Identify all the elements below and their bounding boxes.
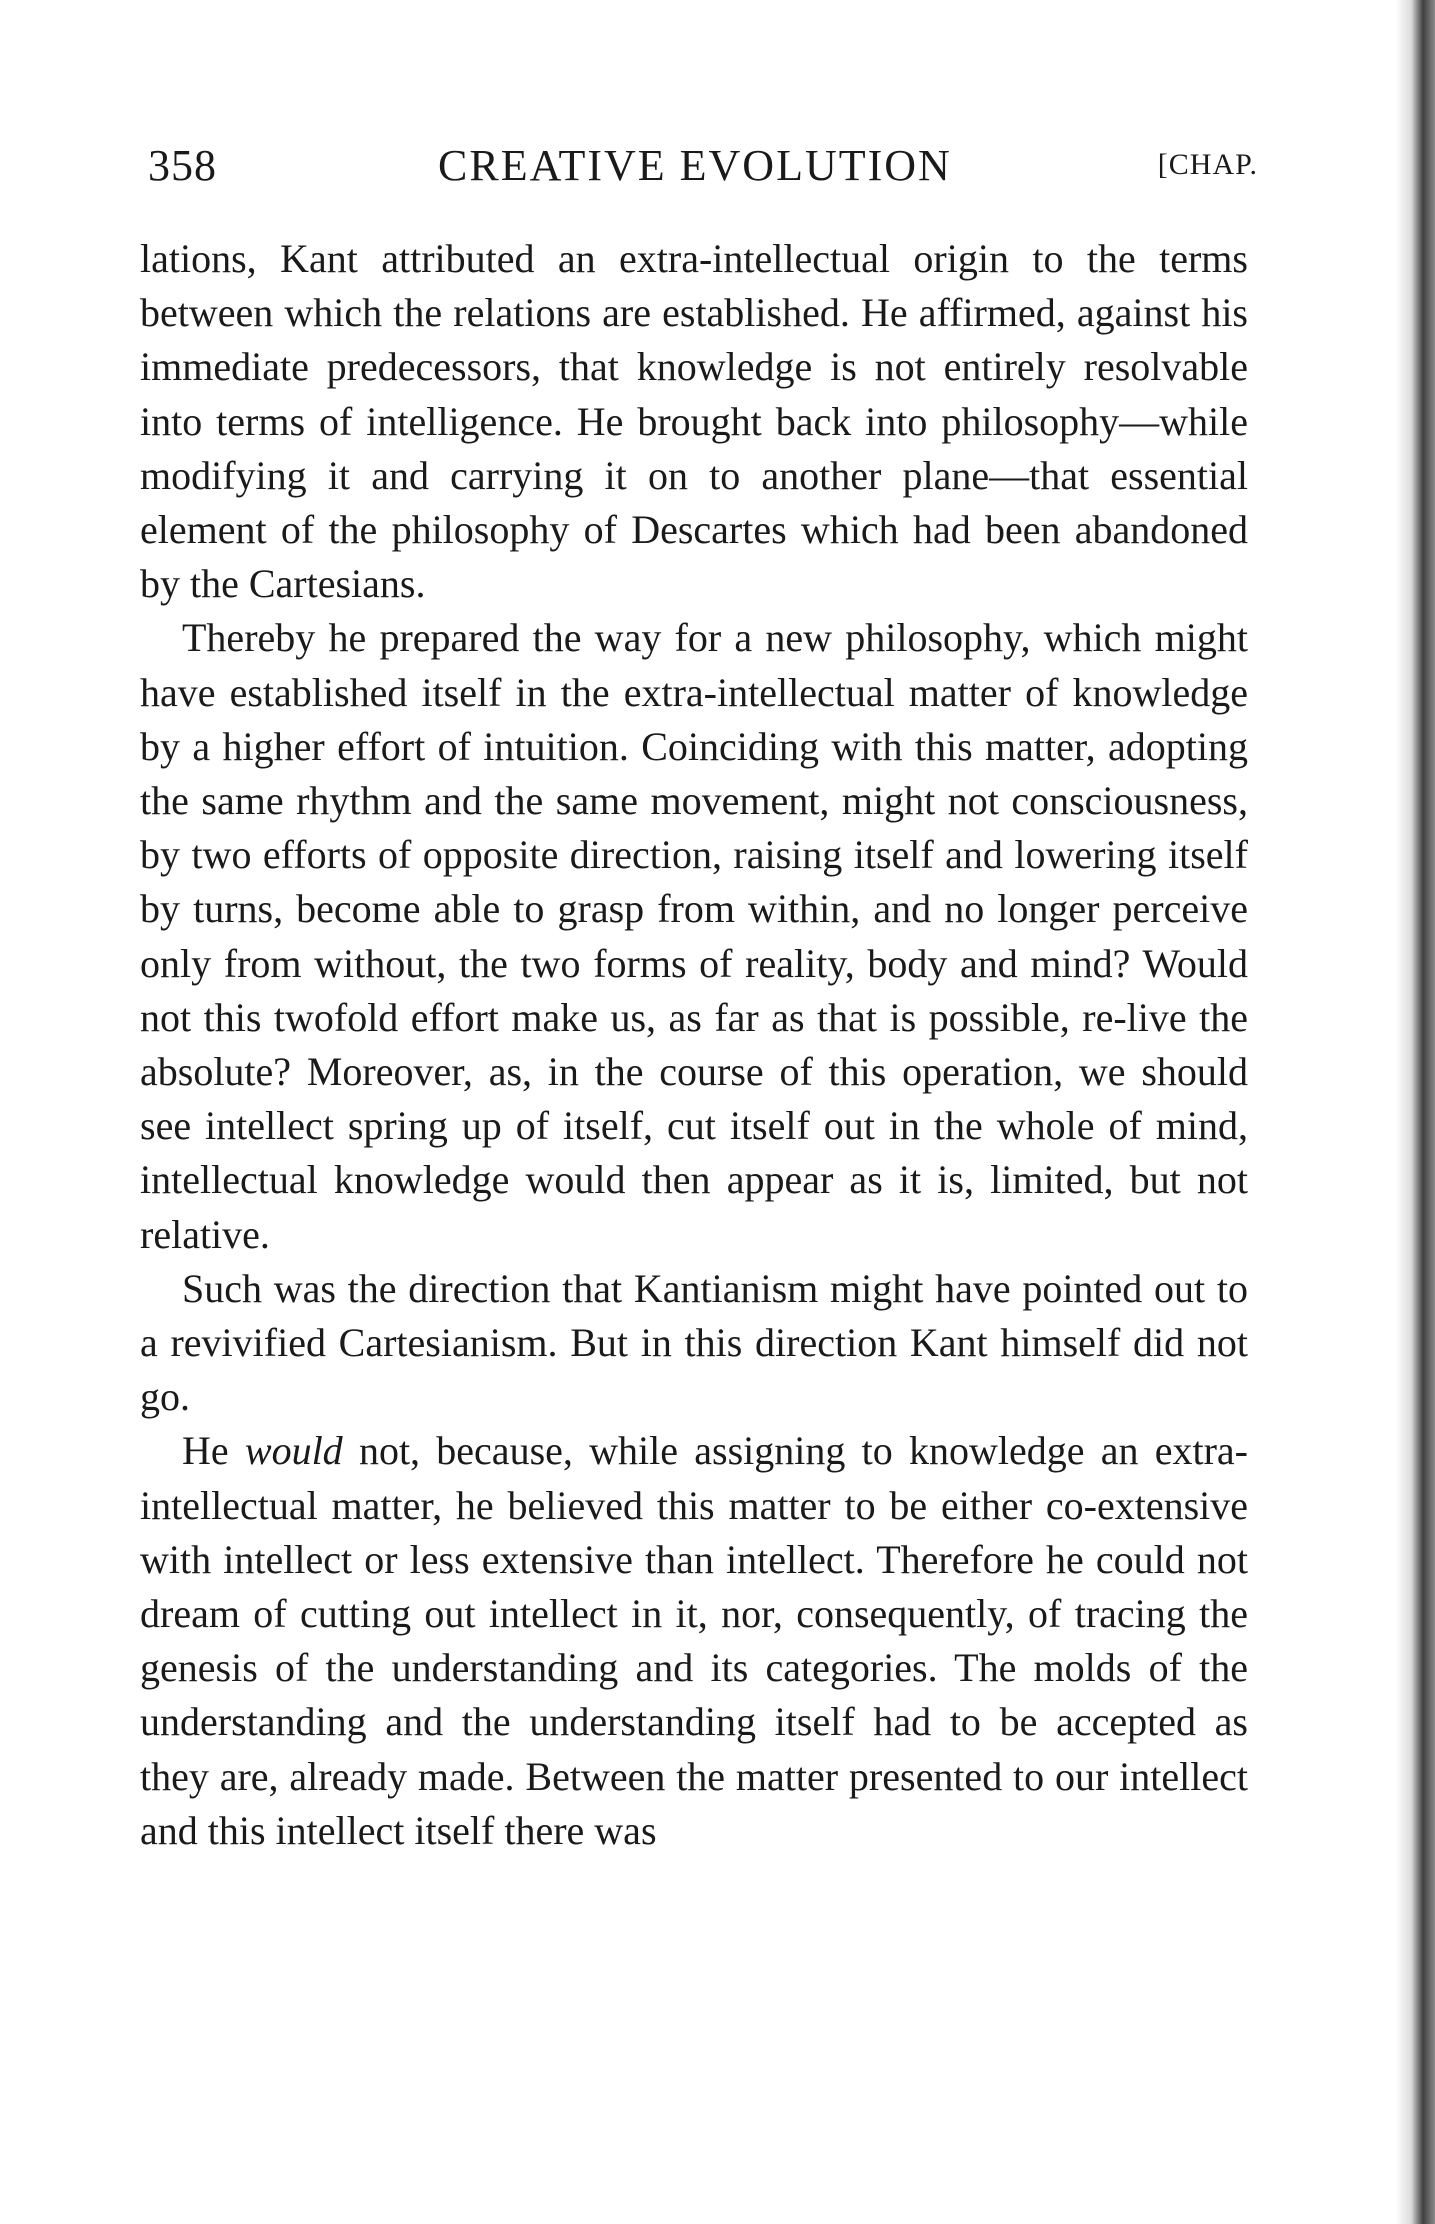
emphasis-would: would xyxy=(244,1428,343,1474)
chapter-marker: [CHAP. xyxy=(1157,148,1258,181)
paragraph-3: Such was the direction that Kantianism might have pointed out to a revivified Cartesianism. But in this direction Kant himself did not go. xyxy=(140,1265,1248,1420)
paragraph-1: lations, Kant attributed an extra-intellectual origin to the terms between which the relations are established. He affirmed, against his immediate predecessors, that knowledge is not entirely resolvable into terms of intelligence. He brought back into philosophy—while modifying it and carrying it on to another plane—that essential element of the philosophy of Descartes which had been abandoned by the Cartesians. xyxy=(140,236,1248,607)
body-text xyxy=(140,232,1248,1858)
paragraph-4 xyxy=(140,1424,1248,1858)
page-number: 358 xyxy=(148,141,217,190)
paragraph-4-lead: He xyxy=(182,1428,245,1474)
running-header xyxy=(148,140,1258,200)
paragraph-2: Thereby he prepared the way for a new philosophy, which might have established itself in the extra-intellectual matter of knowledge by a higher effort of intuition. Coinciding with this matter, adopting the same rhythm and the same movement, might not consciousness, by two efforts of opposite direction, raising itself and lowering itself by turns, become able to grasp from within, and no longer perceive only from without, the two forms of reality, body and mind? Would not this twofold effort make us, as far as that is possible, re-live the absolute? Moreover, as, in the course of this operation, we should see intellect spring up of itself, cut itself out in the whole of mind, intellectual knowledge would then appear as it is, limited, but not relative. xyxy=(140,615,1248,1257)
running-title: CREATIVE EVOLUTION xyxy=(438,141,952,190)
paragraph-4-rest: not, because, while assigning to knowledge an extra-intellectual matter, he believed this matter to be either co-extensive with intellect or less extensive than intellect. Therefore he could not dream of cutting out intellect in it, nor, consequently, of tracing the genesis of the understanding and its categories. The molds of the understanding and the understanding itself had to be accepted as they are, already made. Between the matter presented to our intellect and this intellect itself there was xyxy=(140,1428,1248,1853)
page-binding-edge xyxy=(1395,0,1435,2224)
